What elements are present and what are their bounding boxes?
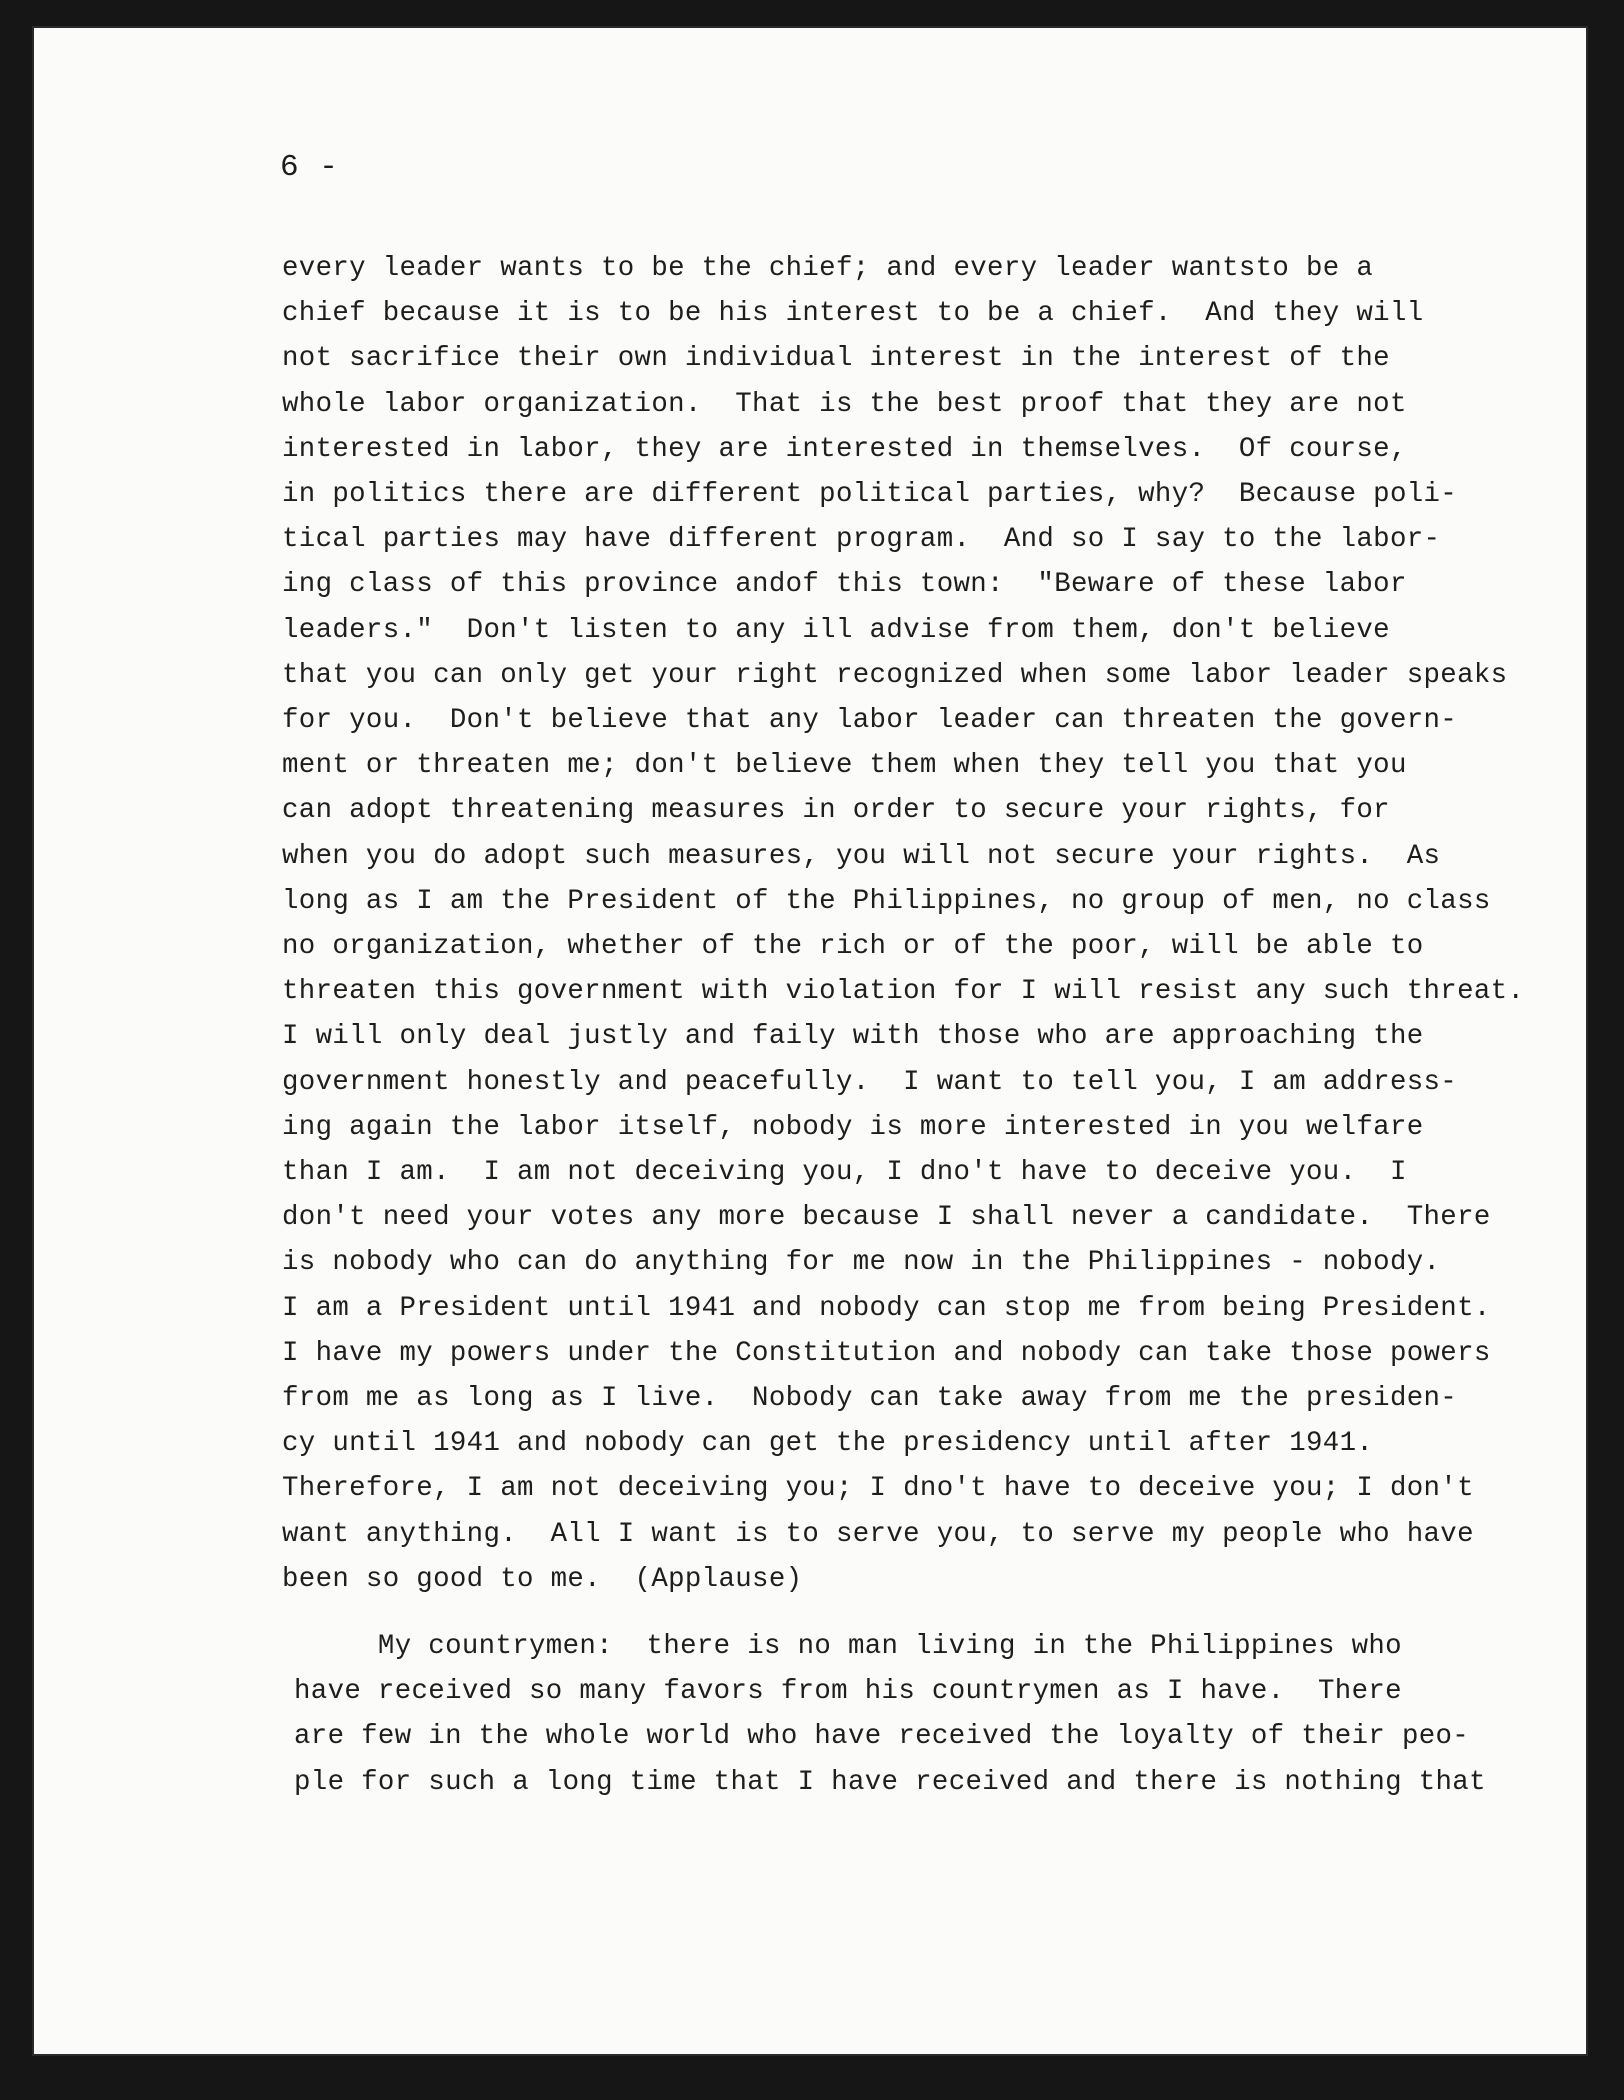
text-line: Therefore, I am not deceiving you; I dno't have to deceive you; I don't: [282, 1473, 1474, 1505]
text-line: when you do adopt such measures, you will not secure your rights. As: [282, 840, 1441, 872]
text-line: chief because it is to be his interest to be a chief. And they will: [282, 298, 1424, 330]
text-line: threaten this government with violation for I will resist any such threat.: [282, 976, 1525, 1008]
text-line: been so good to me. (Applause): [282, 1563, 803, 1595]
document-page: [32, 26, 1588, 2056]
text-line: not sacrifice their own individual interest in the interest of the: [282, 343, 1390, 375]
text-line: in politics there are different political parties, why? Because poli-: [282, 479, 1458, 510]
text-line: ple for such a long time that I have received and there is nothing that: [294, 1766, 1486, 1798]
text-line: I have my powers under the Constitution and nobody can take those powers: [282, 1337, 1491, 1369]
text-line: I will only deal justly and faily with those who are approaching the: [282, 1021, 1424, 1053]
text-line: ment or threaten me; don't believe them when they tell you that you: [282, 750, 1407, 782]
text-line: can adopt threatening measures in order to secure your rights, for: [282, 795, 1390, 827]
text-line: I am a President until 1941 and nobody can stop me from being President.: [282, 1292, 1491, 1324]
text-line: than I am. I am not deceiving you, I dno't have to deceive you. I: [282, 1157, 1407, 1188]
text-line: are few in the whole world who have received the loyalty of their peo-: [294, 1721, 1470, 1753]
text-line: from me as long as I live. Nobody can take away from me the presiden-: [282, 1383, 1458, 1414]
text-line: have received so many favors from his countrymen as I have. There: [294, 1676, 1402, 1708]
text-line: leaders." Don't listen to any ill advise from them, don't believe: [282, 614, 1390, 646]
text-line: want anything. All I want is to serve you, to serve my people who have: [282, 1518, 1474, 1550]
text-line: cy until 1941 and nobody can get the presidency until after 1941.: [282, 1428, 1374, 1460]
page-number: 6 -: [280, 150, 339, 185]
text-line: that you can only get your right recognized when some labor leader speaks: [282, 659, 1508, 691]
text-line: every leader wants to be the chief; and every leader wantsto be a: [282, 253, 1374, 284]
text-line: My countrymen: there is no man living in the Philippines who: [294, 1631, 1402, 1662]
text-line: whole labor organization. That is the best proof that they are not: [282, 388, 1407, 420]
text-line: no organization, whether of the rich or of the poor, will be able to: [282, 931, 1424, 962]
text-line: tical parties may have different program. And so I say to the labor-: [282, 524, 1441, 556]
text-line: for you. Don't believe that any labor leader can threaten the govern-: [282, 705, 1458, 736]
text-line: interested in labor, they are interested in themselves. Of course,: [282, 433, 1407, 465]
text-line: ing class of this province andof this town: "Beware of these labor: [282, 569, 1407, 601]
text-line: long as I am the President of the Philippines, no group of men, no class: [282, 885, 1491, 917]
text-line: government honestly and peacefully. I want to tell you, I am address-: [282, 1066, 1458, 1098]
text-line: don't need your votes any more because I shall never a candidate. There: [282, 1202, 1491, 1234]
text-line: is nobody who can do anything for me now in the Philippines - nobody.: [282, 1247, 1441, 1279]
text-line: ing again the labor itself, nobody is more interested in you welfare: [282, 1111, 1424, 1143]
